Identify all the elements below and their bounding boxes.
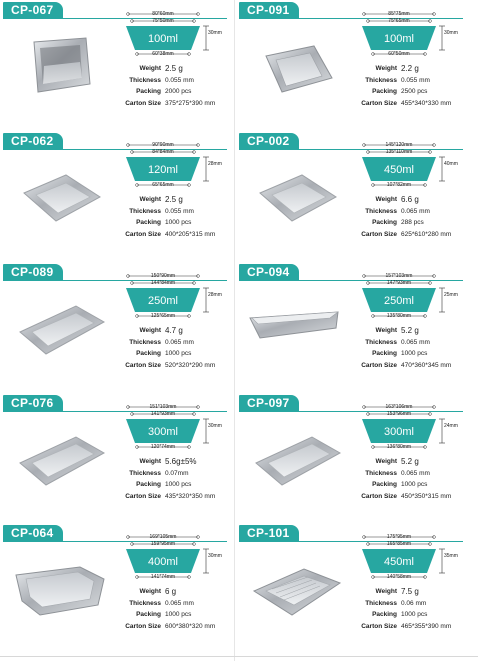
top-inner-dimension: 159*95mm: [150, 541, 176, 547]
height-dimension: 30mm: [444, 30, 458, 36]
dimension-diagram: [356, 531, 464, 583]
carton-label: Carton Size: [361, 492, 397, 500]
foil-tray-image: [10, 549, 110, 627]
thickness-value: 0.055 mm: [401, 76, 430, 84]
carton-label: Carton Size: [125, 230, 161, 238]
thickness-value: 0.07mm: [165, 469, 189, 477]
carton-row: [120, 360, 232, 372]
packing-label: Packing: [372, 611, 397, 618]
product-card-cp-101: [236, 523, 470, 653]
carton-label: Carton Size: [361, 99, 397, 107]
thickness-label: Thickness: [365, 76, 397, 84]
product-code: CP-067: [3, 2, 63, 18]
top-inner-dimension: 153*96mm: [386, 411, 412, 417]
thickness-row: [120, 598, 232, 610]
weight-value: 5.2 g: [401, 326, 419, 335]
weight-value: 2.5 g: [165, 64, 183, 73]
spec-table: [120, 325, 232, 371]
weight-row: [356, 63, 468, 75]
carton-label: Carton Size: [125, 99, 161, 107]
foil-tray-image: [246, 26, 346, 104]
thickness-value: 0.055 mm: [165, 207, 194, 215]
bottom-dimension: 60*38mm: [152, 51, 174, 57]
weight-row: [356, 586, 468, 598]
packing-label: Packing: [136, 611, 161, 618]
top-outer-dimension: 163*106mm: [385, 404, 413, 410]
weight-value: 7.5 g: [401, 587, 419, 596]
packing-row: [120, 348, 232, 360]
weight-row: [120, 456, 232, 468]
dimension-diagram: [120, 8, 228, 60]
carton-value: 520*320*290 mm: [165, 361, 216, 369]
packing-label: Packing: [136, 88, 161, 95]
bottom-dimension: 136*80mm: [386, 444, 412, 450]
packing-value: 1000 pcs: [165, 219, 192, 226]
dimension-diagram: [356, 401, 464, 453]
packing-row: [356, 479, 468, 491]
product-card-cp-094: [236, 262, 470, 392]
thickness-label: Thickness: [129, 469, 161, 477]
thickness-row: [356, 206, 468, 218]
top-outer-dimension: 80*60mm: [152, 11, 174, 17]
top-inner-dimension: 141*93mm: [150, 411, 176, 417]
top-inner-dimension: 84*84mm: [152, 149, 174, 155]
weight-value: 6.6 g: [401, 195, 419, 204]
carton-row: [120, 229, 232, 241]
foil-tray-image: [246, 419, 346, 497]
carton-value: 600*380*320 mm: [165, 622, 216, 630]
dimension-diagram: [120, 270, 228, 322]
spec-table: [120, 63, 232, 109]
dimension-diagram: [120, 401, 228, 453]
weight-row: [356, 325, 468, 337]
capacity-label: 100ml: [384, 33, 414, 45]
height-dimension: 30mm: [208, 423, 222, 429]
packing-label: Packing: [136, 350, 161, 357]
product-card-cp-062: [0, 131, 234, 261]
bottom-dimension: 120*74mm: [150, 444, 176, 450]
tray-photo: [246, 26, 346, 104]
spec-table: [120, 194, 232, 240]
height-dimension: 40mm: [444, 161, 458, 167]
capacity-label: 120ml: [148, 164, 178, 176]
packing-row: [120, 86, 232, 98]
product-code: CP-091: [239, 2, 299, 18]
dimension-diagram: [356, 139, 464, 191]
carton-value: 450*350*315 mm: [401, 492, 452, 500]
spec-table: [120, 586, 232, 632]
carton-label: Carton Size: [125, 492, 161, 500]
height-dimension: 35mm: [444, 553, 458, 559]
top-outer-dimension: 169*105mm: [149, 534, 177, 540]
weight-row: [356, 456, 468, 468]
top-outer-dimension: 145*120mm: [385, 142, 413, 148]
product-code: CP-076: [3, 395, 63, 411]
product-code: CP-062: [3, 133, 63, 149]
spec-table: [356, 456, 468, 502]
carton-row: [120, 491, 232, 503]
tray-photo: [10, 549, 110, 627]
foil-tray-image: [246, 549, 346, 627]
top-outer-dimension: 157*103mm: [385, 273, 413, 279]
weight-row: [120, 325, 232, 337]
height-dimension: 28mm: [208, 161, 222, 167]
packing-row: [356, 217, 468, 229]
product-card-cp-097: [236, 393, 470, 523]
product-card-cp-067: [0, 0, 234, 130]
packing-label: Packing: [372, 350, 397, 357]
capacity-label: 300ml: [148, 426, 178, 438]
product-code: CP-064: [3, 525, 63, 541]
product-code: CP-097: [239, 395, 299, 411]
capacity-label: 450ml: [384, 164, 414, 176]
carton-label: Carton Size: [125, 622, 161, 630]
spec-table: [356, 63, 468, 109]
carton-value: 625*610*280 mm: [401, 230, 452, 238]
thickness-row: [120, 468, 232, 480]
bottom-dimension: 65*65mm: [152, 182, 174, 188]
top-inner-dimension: 75*65mm: [388, 18, 410, 24]
height-dimension: 30mm: [208, 30, 222, 36]
thickness-value: 0.065 mm: [165, 338, 194, 346]
tray-photo: [10, 157, 110, 235]
thickness-label: Thickness: [365, 599, 397, 607]
thickness-value: 0.055 mm: [165, 76, 194, 84]
thickness-label: Thickness: [129, 338, 161, 346]
weight-label: Weight: [139, 327, 161, 334]
carton-value: 465*355*390 mm: [401, 622, 452, 630]
thickness-row: [120, 75, 232, 87]
packing-value: 1000 pcs: [401, 350, 428, 357]
weight-label: Weight: [375, 588, 397, 595]
weight-row: [120, 63, 232, 75]
tray-photo: [246, 157, 346, 235]
thickness-value: 0.065 mm: [401, 469, 430, 477]
thickness-label: Thickness: [129, 599, 161, 607]
carton-value: 470*360*345 mm: [401, 361, 452, 369]
carton-value: 375*275*390 mm: [165, 99, 216, 107]
weight-row: [120, 194, 232, 206]
bottom-dimension: 135*80mm: [386, 313, 412, 319]
foil-tray-image: [10, 157, 110, 235]
packing-row: [120, 609, 232, 621]
capacity-label: 250ml: [384, 295, 414, 307]
thickness-row: [120, 337, 232, 349]
bottom-dimension: 140*58mm: [386, 574, 412, 580]
tray-photo: [10, 26, 110, 104]
packing-row: [356, 609, 468, 621]
thickness-label: Thickness: [129, 76, 161, 84]
carton-label: Carton Size: [361, 361, 397, 369]
carton-row: [356, 98, 468, 110]
bottom-divider: [0, 656, 478, 657]
top-inner-dimension: 135*110mm: [385, 149, 413, 155]
foil-tray-image: [10, 288, 110, 366]
height-dimension: 24mm: [444, 423, 458, 429]
weight-row: [120, 586, 232, 598]
weight-value: 2.5 g: [165, 195, 183, 204]
carton-row: [356, 229, 468, 241]
top-outer-dimension: 90*90mm: [152, 142, 174, 148]
thickness-row: [356, 75, 468, 87]
weight-label: Weight: [139, 458, 161, 465]
top-inner-dimension: 147*93mm: [386, 280, 412, 286]
product-code: CP-101: [239, 525, 299, 541]
packing-row: [120, 217, 232, 229]
weight-label: Weight: [375, 458, 397, 465]
packing-row: [120, 479, 232, 491]
product-code: CP-089: [3, 264, 63, 280]
thickness-value: 0.065 mm: [401, 338, 430, 346]
foil-tray-image: [246, 288, 346, 366]
carton-label: Carton Size: [361, 622, 397, 630]
top-outer-dimension: 151*103mm: [149, 404, 177, 410]
packing-label: Packing: [372, 88, 397, 95]
foil-tray-image: [10, 419, 110, 497]
packing-row: [356, 86, 468, 98]
dimension-diagram: [120, 139, 228, 191]
foil-tray-image: [246, 157, 346, 235]
product-code: CP-094: [239, 264, 299, 280]
bottom-dimension: 60*50mm: [388, 51, 410, 57]
thickness-label: Thickness: [365, 207, 397, 215]
packing-value: 2000 pcs: [165, 88, 192, 95]
height-dimension: 28mm: [208, 292, 222, 298]
tray-photo: [10, 419, 110, 497]
thickness-row: [356, 468, 468, 480]
carton-value: 400*205*315 mm: [165, 230, 216, 238]
spec-table: [120, 456, 232, 502]
packing-label: Packing: [372, 219, 397, 226]
weight-row: [356, 194, 468, 206]
packing-label: Packing: [136, 219, 161, 226]
thickness-value: 0.065 mm: [401, 207, 430, 215]
thickness-value: 0.06 mm: [401, 599, 427, 607]
bottom-dimension: 141*74mm: [150, 574, 176, 580]
packing-value: 1000 pcs: [401, 611, 428, 618]
carton-row: [356, 491, 468, 503]
thickness-label: Thickness: [129, 207, 161, 215]
weight-value: 4.7 g: [165, 326, 183, 335]
tray-photo: [246, 419, 346, 497]
bottom-dimension: 107*82mm: [386, 182, 412, 188]
tray-photo: [246, 288, 346, 366]
capacity-label: 300ml: [384, 426, 414, 438]
carton-label: Carton Size: [125, 361, 161, 369]
carton-value: 435*320*350 mm: [165, 492, 216, 500]
tray-photo: [10, 288, 110, 366]
top-outer-dimension: 175*95mm: [386, 534, 412, 540]
weight-label: Weight: [375, 65, 397, 72]
foil-tray-image: [10, 26, 110, 104]
weight-value: 2.2 g: [401, 64, 419, 73]
weight-label: Weight: [375, 196, 397, 203]
top-inner-dimension: 75*50mm: [152, 18, 174, 24]
packing-label: Packing: [372, 481, 397, 488]
thickness-label: Thickness: [365, 469, 397, 477]
packing-value: 1000 pcs: [401, 481, 428, 488]
thickness-label: Thickness: [365, 338, 397, 346]
bottom-dimension: 125*65mm: [150, 313, 176, 319]
weight-value: 6 g: [165, 587, 177, 596]
thickness-row: [356, 337, 468, 349]
product-card-cp-064: [0, 523, 234, 653]
packing-row: [356, 348, 468, 360]
capacity-label: 100ml: [148, 33, 178, 45]
product-card-cp-089: [0, 262, 234, 392]
height-dimension: 30mm: [208, 553, 222, 559]
capacity-label: 400ml: [148, 556, 178, 568]
top-outer-dimension: 85*75mm: [388, 11, 410, 17]
weight-label: Weight: [139, 65, 161, 72]
top-inner-dimension: 165*85mm: [386, 541, 412, 547]
carton-row: [356, 360, 468, 372]
height-dimension: 25mm: [444, 292, 458, 298]
weight-label: Weight: [139, 196, 161, 203]
top-inner-dimension: 144*84mm: [150, 280, 176, 286]
spec-table: [356, 586, 468, 632]
thickness-row: [120, 206, 232, 218]
packing-value: 1000 pcs: [165, 350, 192, 357]
dimension-diagram: [356, 8, 464, 60]
packing-label: Packing: [136, 481, 161, 488]
tray-photo: [246, 549, 346, 627]
packing-value: 1000 pcs: [165, 481, 192, 488]
carton-row: [356, 621, 468, 633]
spec-table: [356, 194, 468, 240]
spec-table: [356, 325, 468, 371]
product-card-cp-002: [236, 131, 470, 261]
carton-row: [120, 98, 232, 110]
packing-value: 1000 pcs: [165, 611, 192, 618]
product-code: CP-002: [239, 133, 299, 149]
dimension-diagram: [120, 531, 228, 583]
carton-row: [120, 621, 232, 633]
capacity-label: 450ml: [384, 556, 414, 568]
packing-value: 288 pcs: [401, 219, 424, 226]
packing-value: 2500 pcs: [401, 88, 428, 95]
thickness-value: 0.065 mm: [165, 599, 194, 607]
weight-label: Weight: [139, 588, 161, 595]
carton-label: Carton Size: [361, 230, 397, 238]
weight-label: Weight: [375, 327, 397, 334]
weight-value: 5.6g±5%: [165, 457, 197, 466]
top-outer-dimension: 150*90mm: [150, 273, 176, 279]
product-card-cp-091: [236, 0, 470, 130]
product-card-cp-076: [0, 393, 234, 523]
capacity-label: 250ml: [148, 295, 178, 307]
column-divider: [234, 0, 235, 661]
dimension-diagram: [356, 270, 464, 322]
weight-value: 5.2 g: [401, 457, 419, 466]
thickness-row: [356, 598, 468, 610]
carton-value: 455*340*330 mm: [401, 99, 452, 107]
